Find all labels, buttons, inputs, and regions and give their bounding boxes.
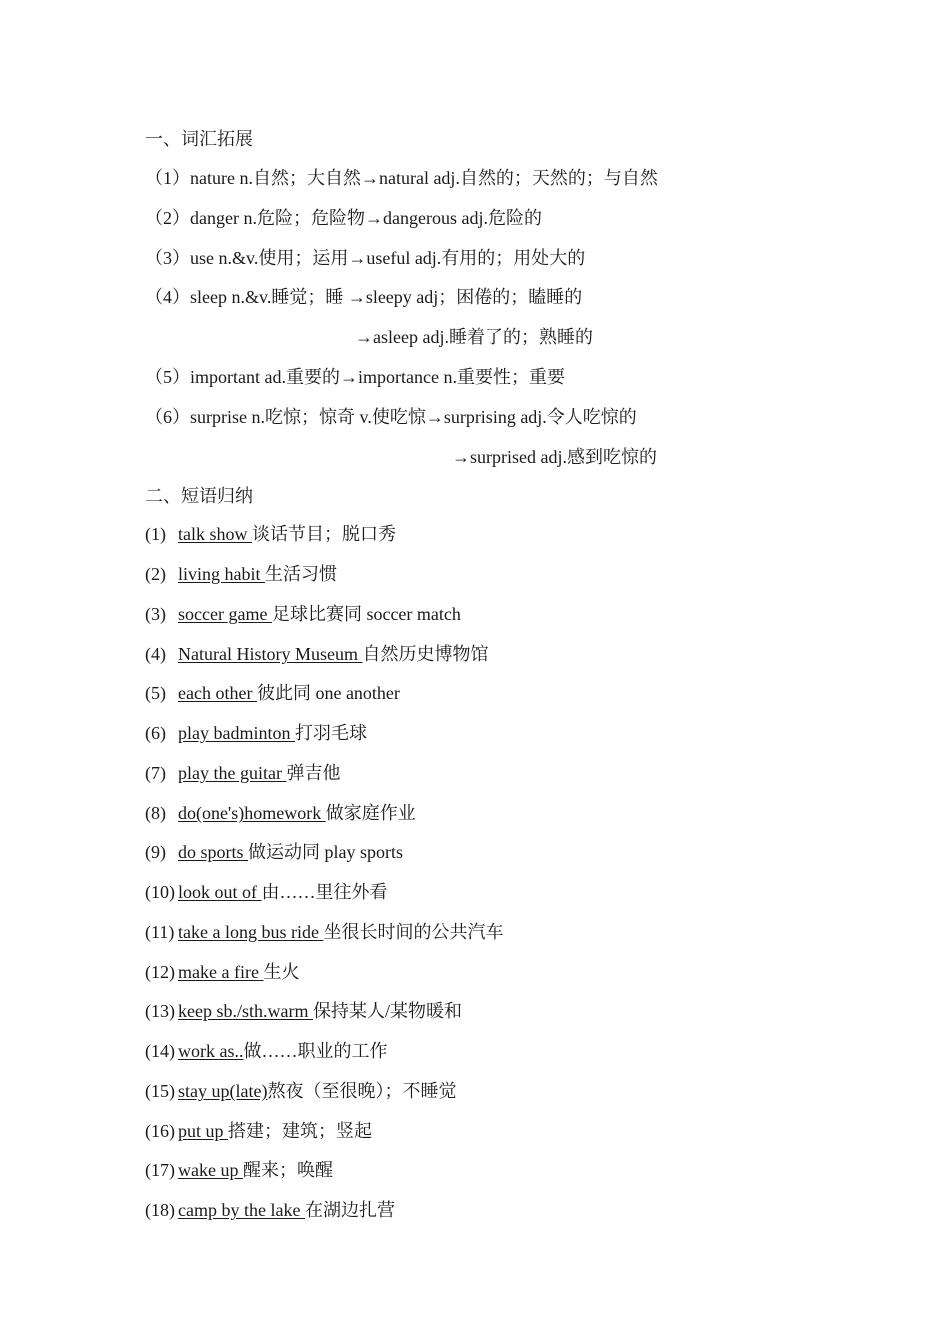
phrase-item <box>145 1196 395 1222</box>
phrase-chinese: 保持某人/某物暖和 <box>312 1001 462 1021</box>
phrase-item <box>145 918 503 944</box>
phrase-english: keep sb./sth.warm <box>178 1001 313 1021</box>
phrase-chinese: 搭建；建筑；竖起 <box>228 1121 373 1141</box>
vocab-item-4: （4）sleep n.&v.睡觉；睡 →sleepy adj；困倦的；瞌睡的 <box>145 287 583 307</box>
phrase-english: Natural History Museum <box>178 644 363 664</box>
vocab-item-1: （1）nature n.自然；大自然→natural adj.自然的；天然的；与自然 <box>145 168 658 188</box>
phrase-english: each other <box>178 683 257 703</box>
phrase-number: (16) <box>145 1121 175 1141</box>
phrase-chinese: 在湖边扎营 <box>304 1200 395 1220</box>
vocab-item-4-continuation: →asleep adj.睡着了的；熟睡的 <box>355 327 593 347</box>
phrase-item <box>145 759 340 785</box>
phrase-item <box>145 878 388 904</box>
vocab-item-3: （3）use n.&v.使用；运用→useful adj.有用的；用处大的 <box>145 248 586 268</box>
phrase-chinese: 坐很长时间的公共汽车 <box>323 922 504 942</box>
phrase-item <box>145 1117 372 1143</box>
phrase-chinese: 自然历史博物馆 <box>362 644 489 664</box>
vocab-item-5: （5）important ad.重要的→importance n.重要性；重要 <box>145 367 565 387</box>
phrase-item <box>145 560 337 586</box>
phrase-chinese: 生活习惯 <box>265 564 337 584</box>
phrase-number: (14) <box>145 1041 175 1061</box>
vocab-item-6: （6）surprise n.吃惊；惊奇 v.使吃惊→surprising adj.令人吃惊的 <box>145 407 637 427</box>
phrase-english: do sports <box>178 842 249 862</box>
phrase-number: (5) <box>145 683 166 703</box>
phrase-item <box>145 958 299 984</box>
vocab-item-6-continuation: →surprised adj.感到吃惊的 <box>452 447 657 467</box>
phrase-chinese: 打羽毛球 <box>294 723 367 743</box>
phrase-number: (9) <box>145 842 166 862</box>
phrase-number: (1) <box>145 524 166 544</box>
phrase-chinese: 生火 <box>263 962 300 982</box>
phrase-english: wake up <box>178 1160 243 1180</box>
phrase-english: work as.. <box>178 1041 244 1061</box>
phrase-english: stay up(late) <box>178 1081 268 1101</box>
phrase-number: (2) <box>145 564 166 584</box>
phrase-number: (18) <box>145 1200 175 1220</box>
phrase-chinese: 由……里往外看 <box>261 882 388 902</box>
phrase-number: (11) <box>145 922 175 942</box>
phrase-number: (12) <box>145 962 175 982</box>
phrase-chinese: 足球比赛同 soccer match <box>271 604 461 624</box>
phrase-item <box>145 520 396 546</box>
phrase-english: do(one's)homework <box>178 803 326 823</box>
phrase-item <box>145 600 461 626</box>
phrase-english: take a long bus ride <box>178 922 324 942</box>
phrase-number: (13) <box>145 1001 175 1021</box>
phrase-english: put up <box>178 1121 229 1141</box>
phrase-item <box>145 1077 456 1103</box>
phrase-item <box>145 719 367 745</box>
phrase-item <box>145 640 488 666</box>
phrase-english: look out of <box>178 882 262 902</box>
phrase-number: (7) <box>145 763 166 783</box>
phrase-english: play the guitar <box>178 763 287 783</box>
phrase-chinese: 彼此同 one another <box>256 683 400 703</box>
phrase-english: living habit <box>178 564 265 584</box>
phrase-number: (10) <box>145 882 175 902</box>
phrase-item <box>145 997 462 1023</box>
phrase-number: (15) <box>145 1081 175 1101</box>
phrase-number: (4) <box>145 644 166 664</box>
phrase-english: soccer game <box>178 604 272 624</box>
phrase-chinese: 谈话节目；脱口秀 <box>252 524 396 544</box>
phrase-english: talk show <box>178 524 252 544</box>
phrase-item <box>145 799 416 825</box>
phrase-item <box>145 838 403 864</box>
phrase-number: (6) <box>145 723 166 743</box>
phrase-chinese: 做……职业的工作 <box>243 1041 388 1061</box>
phrase-chinese: 做家庭作业 <box>325 803 416 823</box>
phrase-number: (3) <box>145 604 166 624</box>
phrase-english: camp by the lake <box>178 1200 305 1220</box>
phrase-number: (17) <box>145 1160 175 1180</box>
phrase-item <box>145 1156 333 1182</box>
phrase-english: make a fire <box>178 962 264 982</box>
phrase-chinese: 醒来；唤醒 <box>242 1160 333 1180</box>
vocab-item-2: （2）danger n.危险；危险物→dangerous adj.危险的 <box>145 208 542 228</box>
section-title-phrases: 二、短语归纳 <box>145 486 253 506</box>
phrase-chinese: 做运动同 play sports <box>248 842 404 862</box>
phrase-item <box>145 1037 388 1063</box>
phrase-english: play badminton <box>178 723 295 743</box>
phrase-chinese: 弹吉他 <box>286 763 341 783</box>
section-title-vocab: 一、词汇拓展 <box>145 129 253 149</box>
phrase-number: (8) <box>145 803 166 823</box>
phrase-chinese: 熬夜（至很晚）；不睡觉 <box>267 1081 457 1101</box>
phrase-item <box>145 679 400 705</box>
